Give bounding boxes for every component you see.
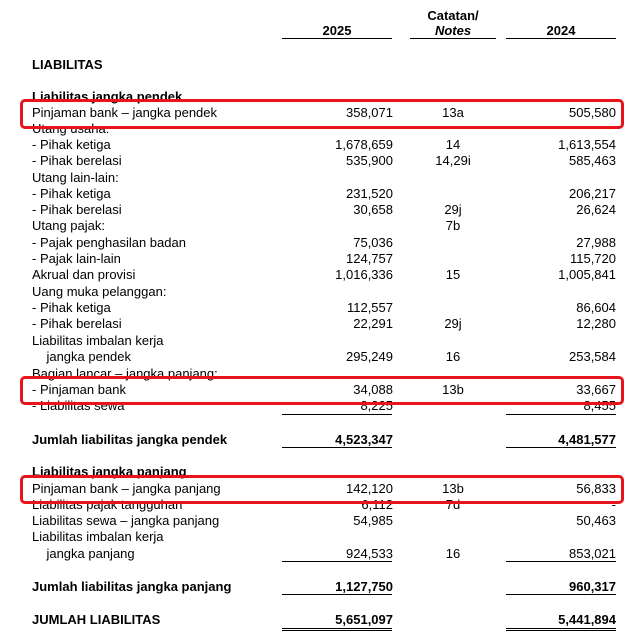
row-label: Pinjaman bank – jangka pendek: [32, 105, 218, 120]
subtotal-long-underline-2025: [282, 561, 392, 562]
row-label: Utang usaha:: [32, 121, 110, 136]
table-row: [0, 218, 644, 234]
row-note: 14,29i: [435, 153, 471, 168]
total-underline-2024: [506, 447, 616, 448]
row-label: jangka pendek: [32, 349, 132, 364]
table-row: [0, 186, 644, 202]
table-row: [0, 267, 644, 283]
table-row: [0, 202, 644, 218]
section-title: LIABILITAS: [32, 57, 103, 72]
table-row: [0, 333, 644, 349]
row-value-2024: 33,667: [576, 382, 616, 397]
row-value-2024: 505,580: [569, 105, 616, 120]
total-long-term-row: [0, 579, 644, 595]
row-value-2025: 75,036: [353, 235, 393, 250]
row-value-2024: 853,021: [569, 546, 616, 561]
row-note: 7d: [445, 497, 461, 512]
row-value-2025: 8,225: [360, 398, 393, 413]
table-row: [0, 251, 644, 267]
row-value-2024: 115,720: [569, 251, 616, 266]
row-value-2025: 4,523,347: [335, 432, 393, 447]
row-value-2025: 124,757: [346, 251, 393, 266]
table-row: [0, 513, 644, 529]
table-row: [0, 137, 644, 153]
table-row: [0, 529, 644, 545]
row-value-2024: 8,455: [583, 398, 616, 413]
header-2024: 2024: [546, 23, 576, 38]
header-notes-underline: [410, 38, 496, 39]
row-label: Liabilitas pajak tangguhan: [32, 497, 183, 512]
row-label: Liabilitas jangka pendek: [32, 89, 183, 104]
row-label: Liabilitas jangka panjang: [32, 464, 187, 479]
row-label: Liabilitas sewa – jangka panjang: [32, 513, 220, 528]
row-label: Uang muka pelanggan:: [32, 284, 167, 299]
grand-total-underline-2025: [282, 628, 392, 631]
row-value-2025: 30,658: [353, 202, 393, 217]
row-label: Utang lain-lain:: [32, 170, 119, 185]
row-value-2025: 112,557: [346, 300, 393, 315]
row-value-2024: 86,604: [576, 300, 616, 315]
row-value-2025: 1,678,659: [335, 137, 393, 152]
row-label: Jumlah liabilitas jangka pendek: [32, 432, 228, 447]
row-label: Jumlah liabilitas jangka panjang: [32, 579, 232, 594]
row-note: 29j: [444, 316, 462, 331]
row-value-2025: 231,520: [346, 186, 393, 201]
row-value-2024: 26,624: [576, 202, 616, 217]
row-value-2024: 12,280: [576, 316, 616, 331]
table-row: [0, 546, 644, 562]
row-label: Pinjaman bank – jangka panjang: [32, 481, 221, 496]
row-label: jangka panjang: [32, 546, 135, 561]
row-label: - Pihak ketiga: [32, 186, 111, 201]
total-underline-2025: [282, 447, 392, 448]
highlight-box-long-term-bank-loan: [20, 475, 624, 504]
table-row: [0, 284, 644, 300]
row-note: 16: [445, 546, 461, 561]
highlight-box-short-term-bank-loan: [20, 99, 624, 129]
row-label: JUMLAH LIABILITAS: [32, 612, 161, 627]
row-value-2025: 535,900: [346, 153, 393, 168]
row-label: - Pihak berelasi: [32, 153, 122, 168]
table-row: [0, 349, 644, 365]
row-label: Bagian lancar – jangka panjang:: [32, 366, 218, 381]
row-value-2024: 5,441,894: [558, 612, 616, 627]
highlight-box-current-bank-loan: [20, 376, 624, 405]
row-note: 29j: [444, 202, 462, 217]
row-label: - Pihak berelasi: [32, 202, 122, 217]
row-value-2024: 27,988: [576, 235, 616, 250]
row-value-2025: 142,120: [346, 481, 393, 496]
row-value-2024: 1,613,554: [558, 137, 616, 152]
table-row: [0, 235, 644, 251]
row-value-2024: 50,463: [576, 513, 616, 528]
row-value-2025: 924,533: [346, 546, 393, 561]
table-row: [0, 153, 644, 169]
row-value-2024: 206,217: [569, 186, 616, 201]
row-label: - Liabilitas sewa: [32, 398, 125, 413]
row-value-2024: 253,584: [569, 349, 616, 364]
row-label: - Pajak lain-lain: [32, 251, 121, 266]
row-value-2024: 4,481,577: [558, 432, 616, 447]
table-row: [0, 316, 644, 332]
row-value-2025: 358,071: [346, 105, 393, 120]
row-label: - Pihak ketiga: [32, 300, 111, 315]
row-value-2025: 6,112: [361, 497, 393, 512]
header-2024-underline: [506, 38, 616, 39]
row-label: Liabilitas imbalan kerja: [32, 333, 164, 348]
row-note: 13b: [442, 382, 464, 397]
row-value-2025: 22,291: [353, 316, 393, 331]
row-label: Liabilitas imbalan kerja: [32, 529, 164, 544]
row-value-2024: 960,317: [569, 579, 616, 594]
total-long-underline-2024: [506, 594, 616, 595]
row-value-2024: 585,463: [569, 153, 616, 168]
row-note: 13b: [442, 481, 464, 496]
table-row: [0, 300, 644, 316]
row-note: 15: [445, 267, 461, 282]
header-2025: 2025: [322, 23, 352, 38]
row-label: Utang pajak:: [32, 218, 105, 233]
subtotal-underline-2025: [282, 414, 392, 415]
row-value-2024: -: [611, 497, 616, 512]
grand-total-row: [0, 612, 644, 628]
row-value-2025: 34,088: [353, 382, 393, 397]
row-note: 13a: [442, 105, 464, 120]
row-note: 7b: [445, 218, 461, 233]
row-value-2024: 1,005,841: [558, 267, 616, 282]
header-2025-underline: [282, 38, 392, 39]
header-notes-line2: Notes: [434, 23, 472, 38]
section-title-row: [0, 57, 644, 73]
row-label: - Pinjaman bank: [32, 382, 126, 397]
row-value-2025: 54,985: [353, 513, 393, 528]
total-short-term-row: [0, 432, 644, 448]
table-row: [0, 170, 644, 186]
row-value-2025: 295,249: [346, 349, 393, 364]
row-note: 16: [445, 349, 461, 364]
row-value-2025: 5,651,097: [335, 612, 393, 627]
subtotal-underline-2024: [506, 414, 616, 415]
row-value-2025: 1,127,750: [335, 579, 393, 594]
subtotal-long-underline-2024: [506, 561, 616, 562]
header-notes-line1: Catatan/: [427, 8, 479, 23]
row-label: - Pihak ketiga: [32, 137, 111, 152]
grand-total-underline-2024: [506, 628, 616, 631]
row-note: 14: [445, 137, 461, 152]
row-value-2025: 1,016,336: [335, 267, 393, 282]
row-value-2024: 56,833: [576, 481, 616, 496]
row-label: - Pajak penghasilan badan: [32, 235, 186, 250]
row-label: - Pihak berelasi: [32, 316, 122, 331]
total-long-underline-2025: [282, 594, 392, 595]
row-label: Akrual dan provisi: [32, 267, 136, 282]
